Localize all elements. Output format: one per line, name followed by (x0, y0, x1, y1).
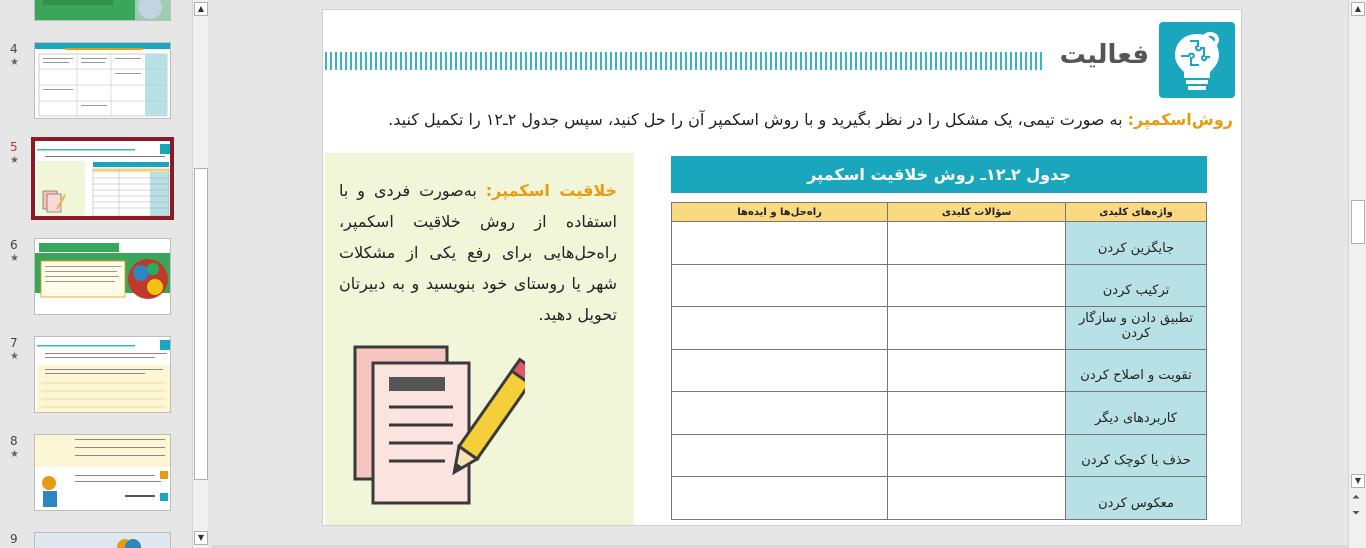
table-row (672, 392, 1207, 435)
star-icon: ★ (10, 253, 19, 264)
table-cell-empty[interactable] (888, 477, 1066, 520)
table-header-keywords[interactable]: واژه‌های کلیدی (1066, 203, 1207, 222)
side-note-text (339, 175, 617, 330)
side-note-body: به‌صورت فردی و با استفاده از روش خلاقیت اسکمپر، راه‌حل‌هایی برای رفع یکی از مشکلات شهر یا روستای خود بنویسید و به دبیرتان تحویل دهید. (339, 181, 617, 324)
slide-thumbnail-active[interactable] (34, 140, 171, 217)
table-cell-keyword[interactable]: ترکیب کردن (1066, 264, 1207, 307)
slide-editor (212, 0, 1348, 548)
table-cell-empty[interactable] (672, 307, 888, 350)
table-cell-empty[interactable] (672, 392, 888, 435)
table-cell-keyword[interactable]: جایگزین کردن (1066, 222, 1207, 265)
table-row (672, 264, 1207, 307)
star-icon: ★ (10, 57, 19, 68)
next-slide-icon[interactable]: ⏷ (1352, 508, 1360, 519)
table-cell-empty[interactable] (888, 264, 1066, 307)
table-cell-empty[interactable] (888, 349, 1066, 392)
instruction-text: به صورت تیمی، یک مشکل را در نظر بگیرید و با روش اسکمپر آن را حل کنید، سپس جدول ۲ـ۱۲ را تکمیل کنید. (388, 110, 1128, 129)
table-cell-empty[interactable] (888, 392, 1066, 435)
table-row (672, 434, 1207, 477)
table-row (672, 477, 1207, 520)
slide-thumbnail[interactable] (34, 238, 171, 315)
notes-pencil-icon (349, 341, 525, 511)
table-title[interactable]: جدول ۲ـ۱۲ـ روش خلاقیت اسکمپر (671, 156, 1207, 193)
table-cell-empty[interactable] (672, 434, 888, 477)
slide-thumbnail[interactable] (34, 42, 171, 119)
previous-slide-icon[interactable]: ⏶ (1352, 492, 1360, 503)
table-header-questions[interactable]: سؤالات کلیدی (888, 203, 1066, 222)
thumbnail-scrollbar[interactable] (192, 0, 208, 548)
lightbulb-puzzle-icon (1159, 22, 1235, 98)
editor-scrollbar[interactable] (1348, 0, 1366, 548)
slide-thumbnail[interactable] (34, 0, 171, 21)
side-note-box[interactable] (325, 153, 634, 525)
scroll-up-arrow-icon[interactable]: ▲ (1351, 2, 1365, 16)
table-cell-keyword[interactable]: معکوس کردن (1066, 477, 1207, 520)
decorative-stripe (325, 52, 1043, 70)
scroll-down-arrow-icon[interactable]: ▼ (194, 531, 208, 545)
table-row (672, 307, 1207, 350)
table-cell-empty[interactable] (888, 307, 1066, 350)
slide-thumbnail[interactable] (34, 434, 171, 511)
slide-thumbnail[interactable] (34, 532, 171, 548)
scamper-table[interactable] (671, 202, 1207, 520)
table-cell-empty[interactable] (672, 222, 888, 265)
slide-number: 8 (10, 434, 18, 448)
table-row (672, 222, 1207, 265)
table-cell-keyword[interactable]: تطبیق دادن و سازگار کردن (1066, 307, 1207, 350)
slide-canvas[interactable] (322, 9, 1242, 526)
scrollbar-thumb[interactable] (194, 168, 208, 480)
slide-number: 5 (10, 140, 18, 154)
table-cell-empty[interactable] (888, 434, 1066, 477)
table-header-solutions[interactable]: راه‌حل‌ها و ایده‌ها (672, 203, 888, 222)
star-icon: ★ (10, 351, 19, 362)
slide-thumbnail-pane (0, 0, 192, 548)
star-icon: ★ (10, 155, 19, 166)
slide-number: 9 (10, 532, 18, 546)
table-cell-empty[interactable] (672, 477, 888, 520)
slide-number: 4 (10, 42, 18, 56)
side-note-keyword: خلاقیت اسکمپر: (485, 181, 618, 200)
scrollbar-thumb[interactable] (1351, 200, 1365, 244)
slide-number: 7 (10, 336, 18, 350)
table-row (672, 349, 1207, 392)
table-cell-keyword[interactable]: تقویت و اصلاح کردن (1066, 349, 1207, 392)
star-icon: ★ (10, 449, 19, 460)
instruction-keyword: روش‌اسکمپر: (1127, 110, 1233, 129)
table-cell-keyword[interactable]: حذف یا کوچک کردن (1066, 434, 1207, 477)
instruction-paragraph[interactable] (343, 110, 1233, 129)
scroll-down-arrow-icon[interactable]: ▼ (1351, 474, 1365, 488)
table-header-row (672, 203, 1207, 222)
table-cell-empty[interactable] (672, 264, 888, 307)
slide-thumbnail[interactable] (34, 336, 171, 413)
table-cell-empty[interactable] (672, 349, 888, 392)
table-cell-keyword[interactable]: کاربردهای دیگر (1066, 392, 1207, 435)
slide-number: 6 (10, 238, 18, 252)
table-cell-empty[interactable] (888, 222, 1066, 265)
scroll-up-arrow-icon[interactable]: ▲ (194, 2, 208, 16)
activity-title: فعالیت (1059, 40, 1149, 70)
